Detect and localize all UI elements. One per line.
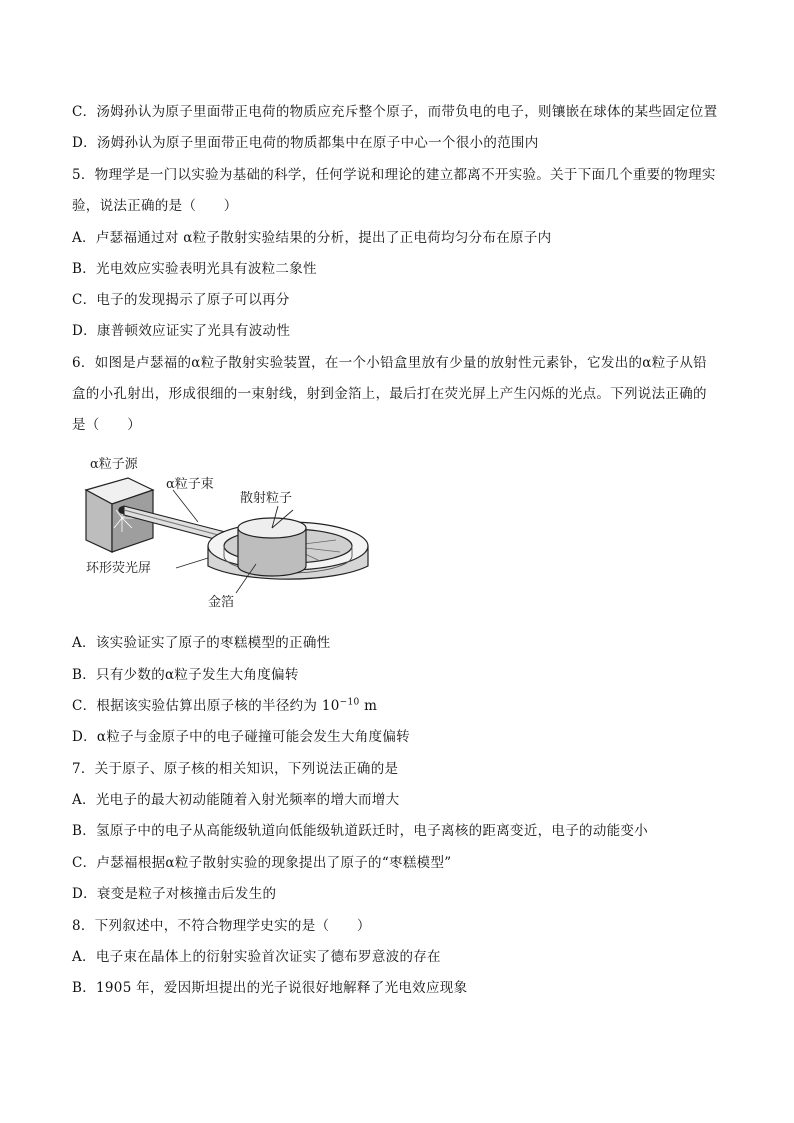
q7-option-b: B．氢原子中的电子从高能级轨道向低能级轨道跃迁时，电子离核的距离变近，电子的动能变小 (72, 823, 649, 839)
q6-stem-line-3: 是（ ） (72, 417, 141, 433)
label-alpha-source: α粒子源 (90, 457, 138, 472)
q6-option-c (72, 697, 377, 715)
q6-option-c-unit: m (359, 698, 378, 714)
q7-option-c: C．卢瑟福根据α粒子散射实验的现象提出了原子的“枣糕模型” (72, 855, 452, 871)
label-ring-screen: 环形荧光屏 (86, 561, 152, 576)
q8-option-b: B．1905 年，爱因斯坦提出的光子说很好地解释了光电效应现象 (72, 980, 468, 996)
q6-option-a: A．该实验证实了原子的枣糕模型的正确性 (72, 635, 331, 651)
q8-option-a: A．电子束在晶体上的衍射实验首次证实了德布罗意波的存在 (72, 949, 441, 965)
q4-option-d: D．汤姆孙认为原子里面带正电荷的物质都集中在原子中心一个很小的范围内 (72, 135, 539, 151)
q4-option-c: C．汤姆孙认为原子里面带正电荷的物质应充斥整个原子，而带负电的电子，则镶嵌在球体的某些固定位置 (72, 104, 718, 120)
q5-option-d: D．康普顿效应证实了光具有波动性 (72, 323, 291, 339)
q6-option-c-exponent: −10 (339, 697, 360, 708)
gold-foil-holder (238, 506, 306, 576)
rutherford-apparatus-figure (78, 448, 378, 618)
q8-stem: 8．下列叙述中，不符合物理学史实的是（ ） (72, 918, 371, 934)
q5-stem-line-1: 5．物理学是一门以实验为基础的科学，任何学说和理论的建立都离不开实验。关于下面几个重要的物理实 (72, 167, 716, 183)
q5-option-a: A．卢瑟福通过对 α粒子散射实验结果的分析，提出了正电荷均匀分布在原子内 (72, 230, 552, 246)
q6-option-c-text: C．根据该实验估算出原子核的半径约为 10 (72, 698, 340, 714)
apparatus-diagram (78, 448, 378, 618)
q6-stem-line-1: 6．如图是卢瑟福的α粒子散射实验装置，在一个小铅盒里放有少量的放射性元素钋，它发出的α粒子从铅 (72, 355, 707, 371)
label-gold-foil: 金箔 (208, 595, 235, 610)
q7-option-d: D．衰变是粒子对核撞击后发生的 (72, 886, 277, 902)
q7-option-a: A．光电子的最大初动能随着入射光频率的增大而增大 (72, 792, 400, 808)
q5-stem-line-2: 验，说法正确的是（ ） (72, 198, 238, 214)
q6-option-d: D．α粒子与金原子中的电子碰撞可能会发生大角度偏转 (72, 729, 410, 745)
label-scattered-particles: 散射粒子 (240, 491, 293, 506)
label-alpha-beam: α粒子束 (166, 477, 214, 492)
q5-option-b: B．光电效应实验表明光具有波粒二象性 (72, 261, 317, 277)
q5-option-c: C．电子的发现揭示了原子可以再分 (72, 292, 290, 308)
q6-option-b: B．只有少数的α粒子发生大角度偏转 (72, 667, 299, 683)
q6-stem-line-2: 盒的小孔射出，形成很细的一束射线，射到金箔上，最后打在荧光屏上产生闪烁的光点。下列说法正确的 (72, 386, 707, 402)
q7-stem: 7．关于原子、原子核的相关知识，下列说法正确的是 (72, 761, 399, 777)
